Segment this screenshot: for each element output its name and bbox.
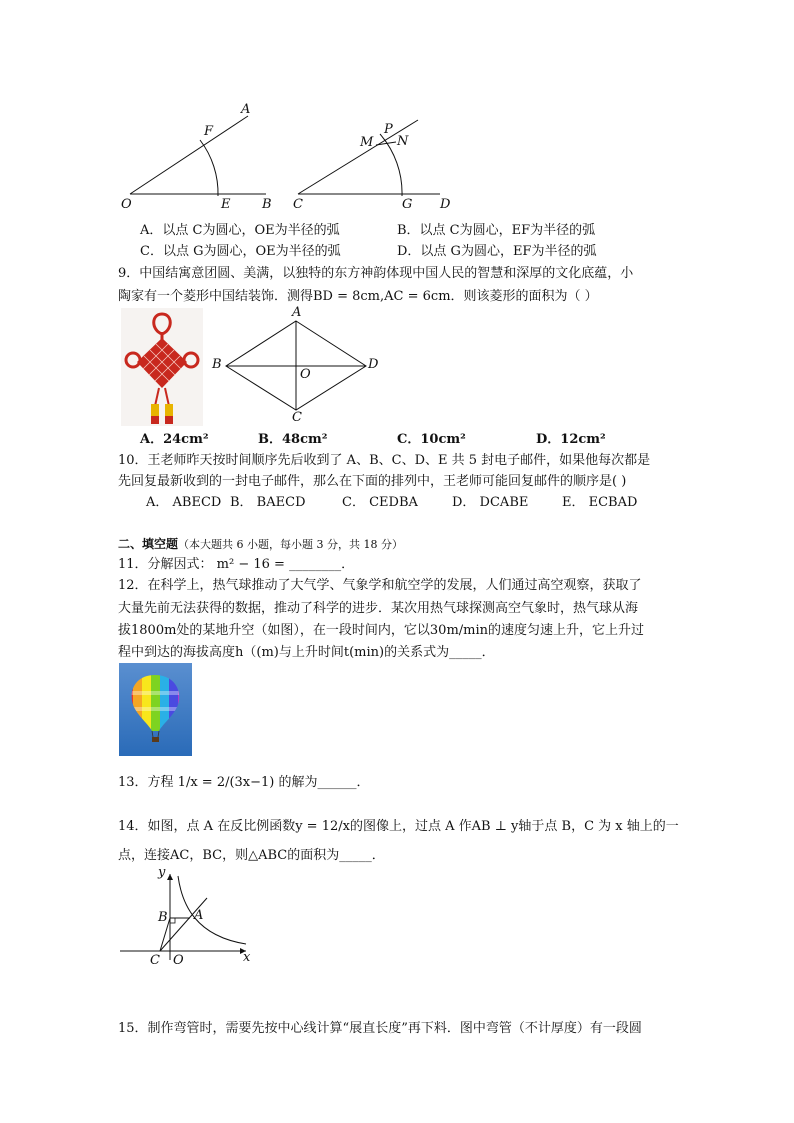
hot-air-balloon-image [119, 663, 192, 756]
q9-text-line2: 陶家有一个菱形中国结装饰．测得BD = 8cm,AC = 6cm．则该菱形的面积为（ ） [118, 289, 598, 304]
q9-text-line1: 9．中国结寓意团圆、美满，以独特的东方神韵体现中国人民的智慧和深厚的文化底蕴，小 [118, 266, 634, 281]
fig1-label-E: E [221, 197, 231, 212]
q8-option-a: A．以点 C为圆心，OE为半径的弧 [140, 223, 340, 238]
fig14-label-B: B [158, 910, 168, 925]
fig14-label-y: y [158, 865, 166, 880]
rhombus-label-A: A [292, 305, 302, 320]
q10-option-e: E． ECBAD [562, 495, 638, 510]
q10-text-line2: 先回复最新收到的一封电子邮件，那么在下面的排列中，王老师可能回复邮件的顺序是( ) [118, 474, 627, 489]
fig14-label-A: A [194, 908, 204, 923]
q14-text-line1: 14．如图，点 A 在反比例函数y = 12/x的图像上，过点 A 作AB ⊥ y轴于点 B，C 为 x 轴上的一 [118, 819, 679, 834]
q10-option-a: A． ABECD [146, 495, 222, 510]
q11-text: 11．分解因式： m² − 16 = ________． [118, 557, 355, 572]
q8-option-b: B．以点 C为圆心，EF为半径的弧 [397, 223, 596, 238]
fig14-label-x: x [243, 950, 251, 965]
q9-option-d: D．12cm² [536, 432, 606, 447]
fig1-label-B: B [262, 197, 272, 212]
q10-text-line1: 10．王老师昨天按时间顺序先后收到了 A、B、C、D、E 共 5 封电子邮件，如果他每次都是 [118, 453, 651, 468]
q12-text-line1: 12．在科学上，热气球推动了大气学、气象学和航空学的发展，人们通过高空观察，获取了 [118, 578, 642, 593]
q12-text-line4: 程中到达的海拔高度h（(m)与上升时间t(min)的关系式为_____． [118, 645, 495, 660]
fig2-label-N: N [397, 134, 409, 149]
fig2-label-C: C [293, 197, 303, 212]
rhombus-label-O: O [300, 367, 311, 382]
section-title: 二、填空题 [118, 537, 179, 551]
rhombus-label-D: D [368, 357, 379, 372]
angle-figure-2 [0, 0, 794, 230]
fig14-label-O: O [173, 953, 184, 968]
q13-text: 13．方程 1/x = 2/(3x−1) 的解为______． [118, 775, 370, 790]
inverse-function-figure [0, 860, 794, 970]
q12-text-line2: 大量先前无法获得的数据，推动了科学的进步．某次用热气球探测高空气象时，热气球从海 [118, 601, 639, 616]
q10-option-c: C． CEDBA [342, 495, 418, 510]
fig2-label-M: M [360, 135, 374, 150]
q12-text-line3: 拔1800m处的某地升空（如图），在一段时间内，它以30m/min的速度匀速上升，它上升过 [118, 623, 645, 638]
fig1-label-O: O [121, 197, 132, 212]
q9-option-a: A．24cm² [140, 432, 209, 447]
fig2-label-D: D [440, 197, 451, 212]
fig1-label-A: A [241, 102, 251, 117]
q8-option-d: D．以点 G为圆心，EF为半径的弧 [397, 244, 597, 259]
fig2-label-G: G [402, 197, 413, 212]
q15-text: 15．制作弯管时，需要先按中心线计算“展直长度”再下料．图中弯管（不计厚度）有一段圆 [118, 1021, 642, 1036]
rhombus-figure [0, 300, 794, 430]
q8-option-c: C．以点 G为圆心，OE为半径的弧 [140, 244, 341, 259]
q10-option-b: B． BAECD [230, 495, 306, 510]
fig1-label-F: F [204, 124, 214, 139]
q9-option-c: C．10cm² [397, 432, 466, 447]
fig2-label-P: P [384, 122, 393, 137]
rhombus-label-C: C [292, 410, 302, 425]
fig14-label-C: C [150, 953, 160, 968]
section-note: （本大题共 6 小题，每小题 3 分，共 18 分） [178, 538, 403, 551]
rhombus-label-B: B [212, 357, 222, 372]
q10-option-d: D． DCABE [452, 495, 529, 510]
q14-text-line2: 点，连接AC，BC，则△ABC的面积为_____． [118, 848, 385, 863]
section-heading [118, 534, 403, 555]
q9-option-b: B．48cm² [258, 432, 328, 447]
